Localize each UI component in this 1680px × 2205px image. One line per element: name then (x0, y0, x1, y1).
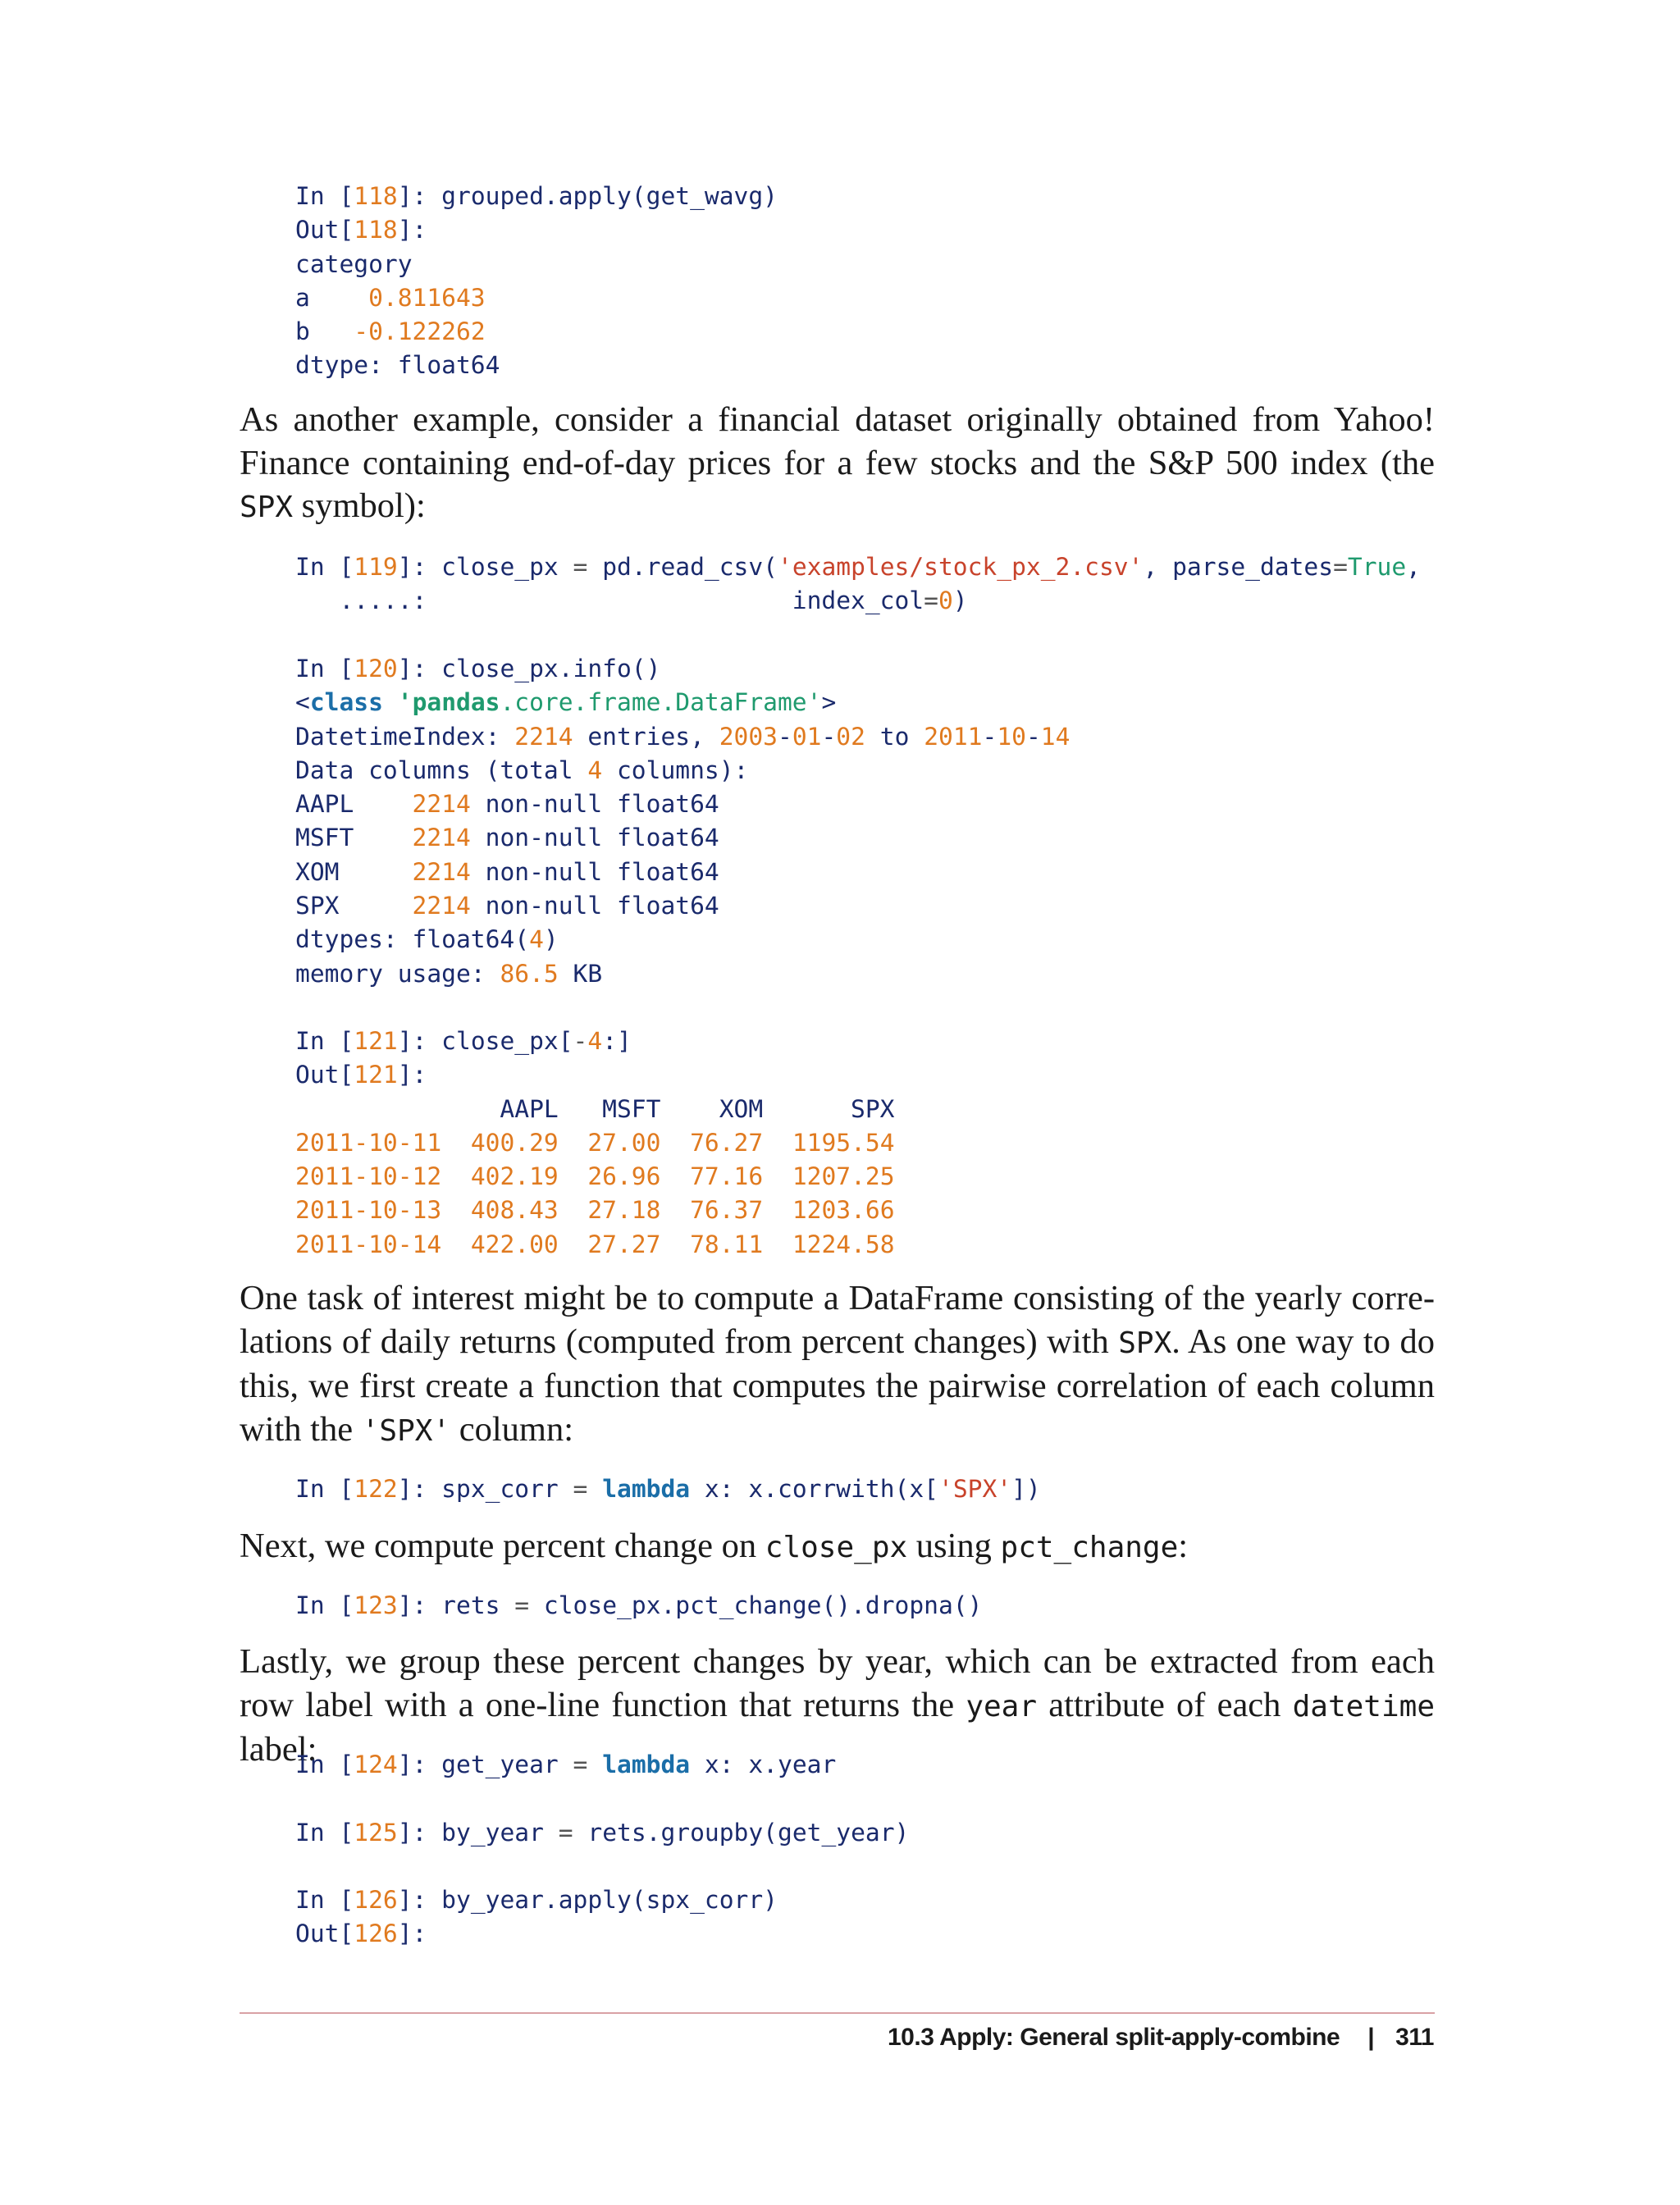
footer-separator: | (1367, 2024, 1375, 2051)
paragraph-group-by-year: Lastly, we group these percent changes by year, which can be extracted from each row label with a one-line function that returns the year attribute of each datetime label: (240, 1642, 1435, 1769)
footer-section-title: 10.3 Apply: General split-apply-combine (887, 2024, 1340, 2051)
paragraph-financial-dataset: As another example, consider a financial dataset originally obtained from Yahoo! Finance containing end-of-day prices for a few stocks and the S&P 500 index (the SPX symbol): (240, 400, 1435, 525)
code-block-124: In [124]: get_year = lambda x: x.year (295, 1751, 837, 1778)
code-block-121: In [121]: close_px[-4:] Out[121]: AAPL MSFT XOM SPX 2011-10-11 400.29 27.00 76.27 1195.54 2011-10-12 402.19 26.96 77.16 1207.25 2011-10-13 408.43 27.18 76.37 1203.66 2011-10-14 422.00 27.27 78.11 1224.58 (295, 1027, 895, 1258)
footer-rule (240, 2012, 1435, 2014)
code-block-118: In [118]: grouped.apply(get_wavg) Out[118]: category a 0.811643 b -0.122262 dtype: float64 (295, 182, 778, 380)
code-block-125: In [125]: by_year = rets.groupby(get_year) (295, 1819, 910, 1847)
page-footer (888, 2024, 1434, 2052)
dataframe-header: AAPL MSFT XOM SPX (295, 1094, 895, 1123)
table-row-date: 2011-10-14 (295, 1230, 442, 1258)
code-block-126: In [126]: by_year.apply(spx_corr) Out[126]: (295, 1886, 778, 1948)
code-block-122: In [122]: spx_corr = lambda x: x.corrwith(x['SPX']) (295, 1475, 1041, 1503)
paragraph-percent-change: Next, we compute percent change on close_px using pct_change: (240, 1527, 1189, 1565)
table-row-date: 2011-10-12 (295, 1162, 442, 1191)
page-number: 311 (1395, 2024, 1434, 2051)
code-block-123: In [123]: rets = close_px.pct_change().dropna() (295, 1591, 983, 1619)
code-block-119: In [119]: close_px = pd.read_csv('examples/stock_px_2.csv', parse_dates=True, .....: index_col=0) (295, 553, 1421, 615)
table-row-date: 2011-10-13 (295, 1196, 442, 1225)
code-block-120: In [120]: close_px.info() <class 'pandas.core.frame.DataFrame'> DatetimeIndex: 2214 entries, 2003-01-02 to 2011-10-14 Data columns (total 4 columns): AAPL 2214 non-null float64 MSFT 2214 non-null float64 XOM 2214 non-null float64 SPX 2214 non-null float64 dtypes: float64(4) memory usage: 86.5 KB (295, 655, 1071, 988)
table-row-date: 2011-10-11 (295, 1128, 442, 1157)
paragraph-yearly-correlations: One task of interest might be to compute a DataFrame consisting of the yearly correlations of daily returns (computed from percent changes) with SPX. As one way to do this, we first create a function that computes the pairwise correlation of each column with the 'SPX' column: (240, 1279, 1435, 1449)
